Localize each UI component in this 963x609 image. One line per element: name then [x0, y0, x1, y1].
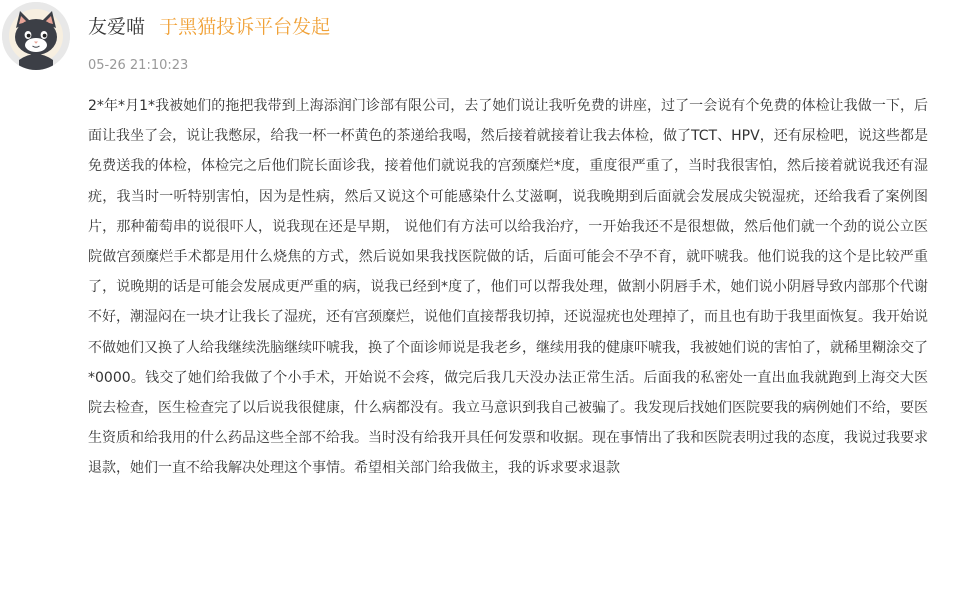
post-timestamp: 05-26 21:10:23 [88, 58, 189, 73]
source-suffix: 发起 [292, 16, 331, 38]
platform-link[interactable]: 黑猫投诉平台 [178, 16, 293, 38]
complaint-content: 2*年*月1*我被她们的拖把我带到上海添润门诊部有限公司，去了她们说让我听免费的讲座，过了一会说有个免费的体检让我做一下，后面让我坐了会，说让我憋尿，给我一杯一杯黄色的茶递给我喝，然后接着就接着让我去体检，做了TCT、HPV，还有尿检吧，说这些都是免费送我的体检，体检完之后他们院长面诊我，接着他们就说我的宫颈糜烂*度，重度很严重了，当时我很害怕，然后接着就说我还有湿疣，我当时一听特别害怕，因为是性病，然后又说这个可能感染什么艾滋啊，说我晚期到后面就会发展成尖锐湿疣，还给我看了案例图片，那种葡萄串的说很吓人，说我现在还是早期， 说他们有方法可以给我治疗，一开始我还不是很想做，然后他们就一个劲的说公立医院做宫颈糜烂手术都是用什么烧焦的方式，然后说如果我找医院做的话，后面可能会不孕不育，就吓唬我。他们说我的这个是比较严重了，说晚期的话是可能会发展成更严重的病，说我已经到*度了，他们可以帮我处理，做割小阴唇手术，她们说小阴唇导致内部那个代谢不好，潮湿闷在一块才让我长了湿疣，还有宫颈糜烂，说他们直接帮我切掉，还说湿疣也处理掉了，而且也有助于我里面恢复。我开始说不做她们又换了人给我继续洗脑继续吓唬我，换了个面诊师说是我老乡，继续用我的健康吓唬我，我被她们说的害怕了，就稀里糊涂交了*0000。钱交了她们给我做了个小手术，开始说不会疼，做完后我几天没办法正常生活。后面我的私密处一直出血我就跑到上海交大医院去检查，医生检查完了以后说我很健康，什么病都没有。我立马意识到我自己被骗了。我发现后找她们医院要我的病例她们不给，要医生资质和给我用的什么药品这些全部不给我。当时没有给我开具任何发票和收据。现在事情出了我和医院表明过我的态度，我说过我要求退款，她们一直不给我解决处理这个事情。希望相关部门给我做主，我的诉求要求退款 [88, 98, 928, 477]
avatar[interactable] [2, 2, 70, 70]
source-prefix: 于 [159, 16, 179, 38]
post-header [88, 14, 330, 40]
username[interactable]: 友爱喵 [88, 16, 146, 38]
cat-avatar-icon [2, 2, 70, 70]
